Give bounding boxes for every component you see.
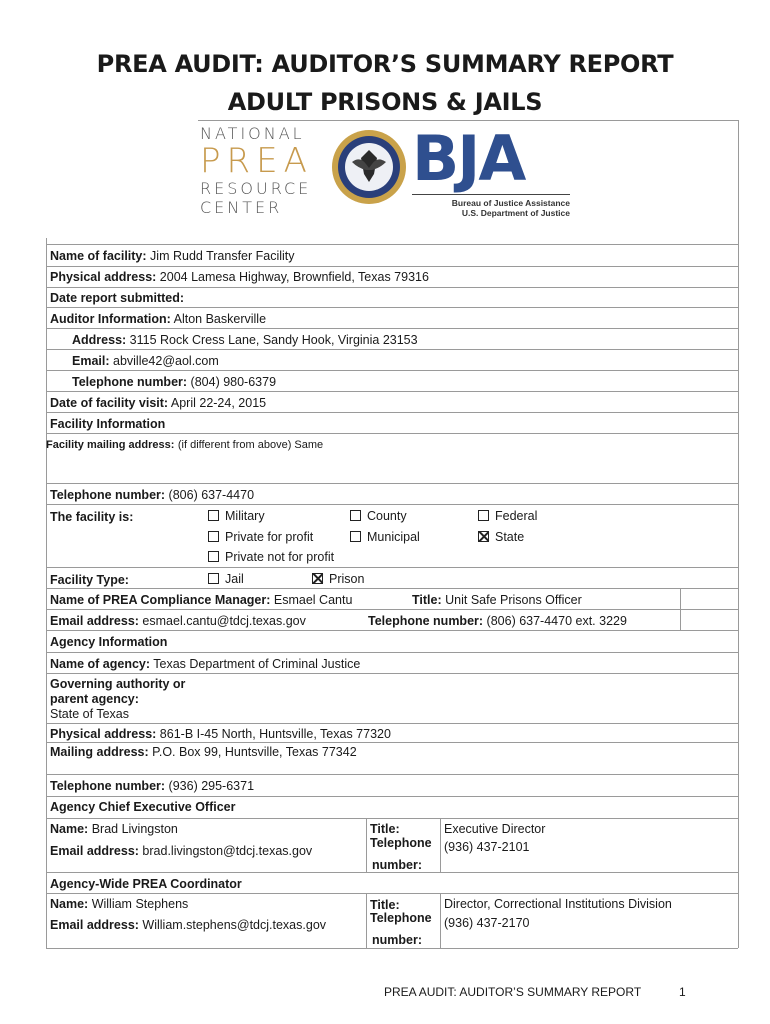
facility-info-heading: Facility Information	[50, 417, 166, 431]
agency-physical-row: Physical address: 861-B I-45 North, Huntsville, Texas 77320	[50, 727, 391, 741]
governing-value: State of Texas	[50, 707, 129, 721]
governing-label-2: parent agency:	[50, 692, 139, 706]
coordinator-heading: Agency-Wide PREA Coordinator	[50, 877, 242, 891]
report-subtitle: ADULT PRISONS & JAILS	[227, 88, 543, 116]
option-county[interactable]: County	[350, 509, 407, 523]
auditor-email-row: Email: abville42@aol.com	[72, 354, 219, 368]
doj-seal-icon	[330, 128, 408, 206]
agency-info-heading: Agency Information	[50, 635, 168, 649]
coordinator-name-row: Name: William Stephens	[50, 897, 189, 911]
agency-name-row: Name of agency: Texas Department of Criminal Justice	[50, 657, 361, 671]
checkbox-icon	[208, 551, 219, 562]
page-number: 1	[679, 985, 686, 999]
governing-label-1: Governing authority or	[50, 677, 186, 691]
checked-checkbox-icon	[478, 531, 489, 542]
auditor-info-row: Auditor Information: Alton Baskerville	[50, 312, 267, 326]
coordinator-title-label: Title:	[370, 898, 400, 912]
checkbox-icon	[208, 510, 219, 521]
ceo-email-row: Email address: brad.livingston@tdcj.texas.gov	[50, 844, 313, 858]
option-military[interactable]: Military	[208, 509, 265, 523]
option-jail[interactable]: Jail	[208, 572, 244, 586]
option-state[interactable]: State	[478, 530, 524, 544]
option-private-profit[interactable]: Private for profit	[208, 530, 313, 544]
ceo-phone-label-1: Telephone	[370, 836, 432, 850]
report-title: PREA AUDIT: AUDITOR’S SUMMARY REPORT	[96, 50, 674, 78]
facility-address-row: Physical address: 2004 Lamesa Highway, Brownfield, Texas 79316	[50, 270, 429, 284]
checkbox-icon	[350, 510, 361, 521]
facility-name-row: Name of facility: Jim Rudd Transfer Facility	[50, 249, 295, 263]
checkbox-icon	[350, 531, 361, 542]
nprc-logo: NATIONAL PREA RESOURCE CENTER	[200, 124, 313, 217]
date-submitted-row: Date report submitted:	[50, 291, 185, 305]
compliance-manager-row: Name of PREA Compliance Manager: Esmael Cantu	[50, 593, 353, 607]
coordinator-phone-value: (936) 437-2170	[444, 916, 530, 930]
agency-phone-row: Telephone number: (936) 295-6371	[50, 779, 255, 793]
ceo-phone-label-2: number:	[372, 858, 422, 872]
bja-logo: BJA Bureau of Justice Assistance U.S. Department of Justice	[412, 122, 570, 218]
facility-phone-row: Telephone number: (806) 637-4470	[50, 488, 255, 502]
ceo-name-row: Name: Brad Livingston	[50, 822, 178, 836]
option-private-nonprofit[interactable]: Private not for profit	[208, 550, 334, 564]
auditor-address-row: Address: 3115 Rock Cress Lane, Sandy Hook, Virginia 23153	[72, 333, 418, 347]
manager-email-row: Email address: esmael.cantu@tdcj.texas.gov	[50, 614, 306, 628]
option-prison[interactable]: Prison	[312, 572, 364, 586]
ceo-phone-value: (936) 437-2101	[444, 840, 530, 854]
ceo-heading: Agency Chief Executive Officer	[50, 800, 236, 814]
coordinator-email-row: Email address: William.stephens@tdcj.texas.gov	[50, 918, 327, 932]
ceo-title-value: Executive Director	[444, 822, 546, 836]
option-federal[interactable]: Federal	[478, 509, 537, 523]
visit-date-row: Date of facility visit: April 22-24, 2015	[50, 396, 267, 410]
coordinator-phone-label-2: number:	[372, 933, 422, 947]
coordinator-title-value: Director, Correctional Institutions Division	[444, 897, 672, 911]
manager-phone-row: Telephone number: (806) 637-4470 ext. 3229	[368, 614, 627, 628]
facility-mailing-row: Facility mailing address: (if different from above) Same	[46, 439, 324, 451]
checkbox-icon	[208, 573, 219, 584]
agency-mailing-row: Mailing address: P.O. Box 99, Huntsville, Texas 77342	[50, 745, 357, 759]
checked-checkbox-icon	[312, 573, 323, 584]
facility-is-label: The facility is:	[50, 510, 134, 524]
auditor-phone-row: Telephone number: (804) 980-6379	[72, 375, 277, 389]
checkbox-icon	[478, 510, 489, 521]
ceo-title-label: Title:	[370, 822, 400, 836]
option-municipal[interactable]: Municipal	[350, 530, 420, 544]
coordinator-phone-label-1: Telephone	[370, 911, 432, 925]
checkbox-icon	[208, 531, 219, 542]
footer-text: PREA AUDIT: AUDITOR’S SUMMARY REPORT	[384, 985, 642, 999]
compliance-manager-title: Title: Unit Safe Prisons Officer	[412, 593, 582, 607]
facility-type-label: Facility Type:	[50, 573, 129, 587]
